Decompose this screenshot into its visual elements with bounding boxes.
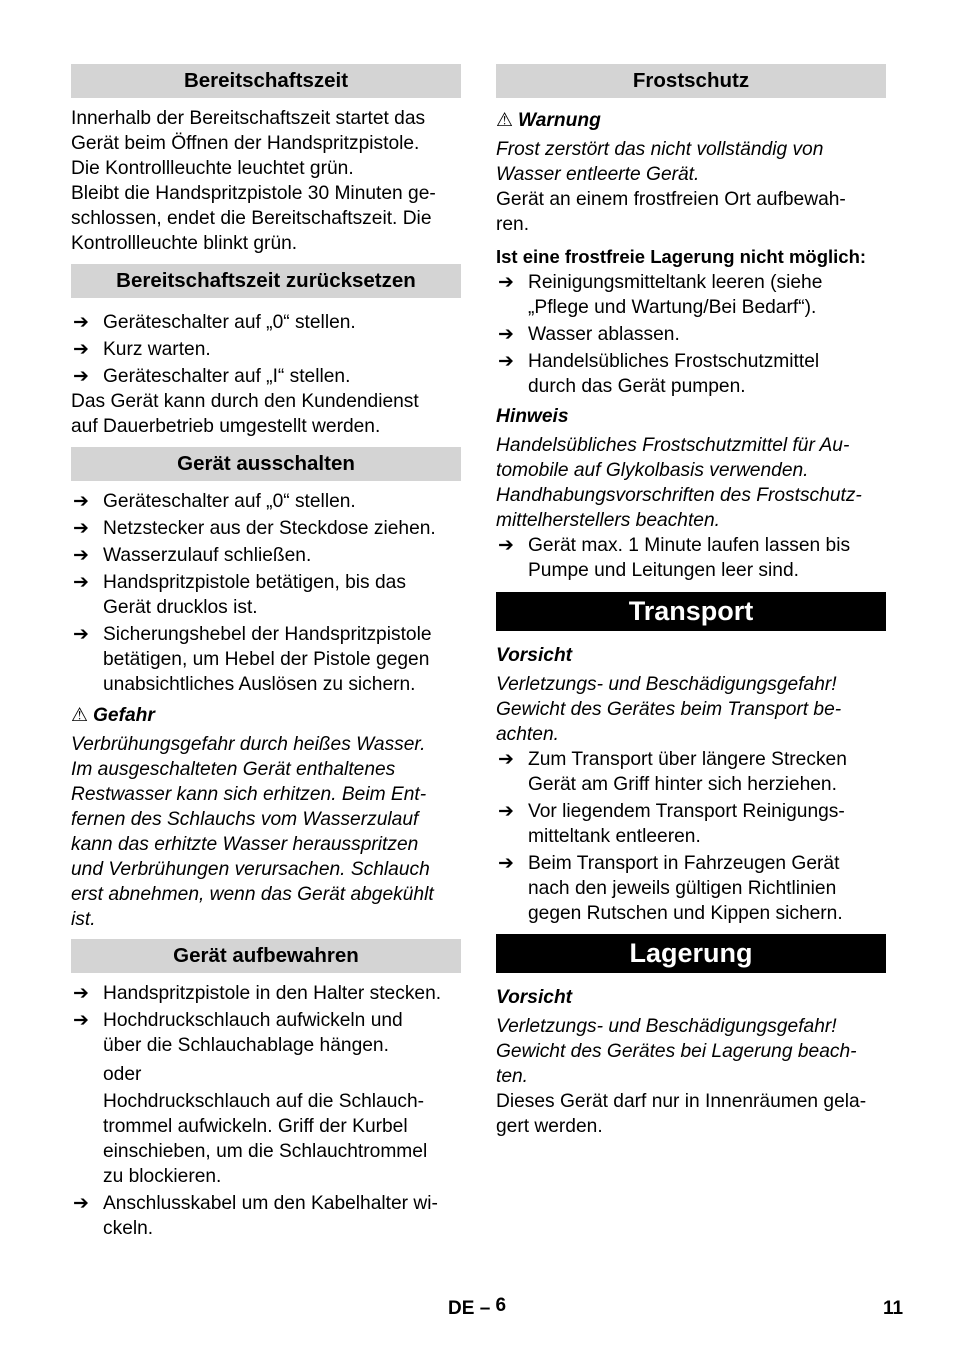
- arrow-right-icon: ➔: [498, 535, 514, 556]
- footer-section-page: 6: [495, 1295, 507, 1316]
- warning-triangle-icon: ⚠: [71, 705, 89, 726]
- bullet-list: [71, 1191, 461, 1241]
- list-item: ➔ Netzstecker aus der Steckdose ziehen.: [73, 518, 436, 539]
- arrow-right-icon: ➔: [498, 324, 514, 345]
- section-heading: Gerät aufbewahren: [71, 939, 461, 973]
- warning-text: Frost zerstört das nicht vollständig von Wasser entleerte Gerät.: [496, 139, 824, 185]
- arrow-right-icon: ➔: [73, 518, 89, 539]
- list-item: ➔ Wasserzulauf schließen.: [73, 545, 312, 566]
- caution-label: Vorsicht: [496, 987, 573, 1008]
- list-item: ➔ Sicherungshebel der Handspritzpistole betätigen, um Hebel der Pistole gegen unabsichtliches Auslösen zu sichern.: [73, 624, 432, 695]
- list-item: ➔ Wasser ablassen.: [498, 324, 680, 345]
- arrow-right-icon: ➔: [73, 366, 89, 387]
- section-heading: Frostschutz: [496, 64, 886, 98]
- paragraph: Dieses Gerät darf nur in Innenräumen gela- gert werden.: [496, 1091, 867, 1137]
- arrow-right-icon: ➔: [498, 801, 514, 822]
- list-item: ➔ Gerät max. 1 Minute laufen lassen bis Pumpe und Leitungen leer sind.: [498, 535, 851, 581]
- footer-language: DE: [448, 1298, 475, 1319]
- left-column: [71, 64, 461, 1241]
- list-item: ➔ Handspritzpistole in den Halter stecken.: [73, 983, 442, 1004]
- arrow-right-icon: ➔: [73, 491, 89, 512]
- list-item: ➔ Geräteschalter auf „0“ stellen.: [73, 312, 356, 333]
- arrow-right-icon: ➔: [73, 983, 89, 1004]
- paragraph: Gerät an einem frostfreien Ort aufbewah- ren.: [496, 189, 846, 235]
- section-heading: Bereitschaftszeit zurücksetzen: [71, 264, 461, 298]
- chapter-heading: Transport: [496, 592, 886, 631]
- bullet-list: [71, 489, 461, 697]
- list-item: ➔ Anschlusskabel um den Kabelhalter wi- ckeln.: [73, 1193, 438, 1239]
- list-item: ➔ Reinigungsmitteltank leeren (siehe „Pflege und Wartung/Bei Bedarf“).: [498, 272, 823, 318]
- page-number: 11: [883, 1298, 904, 1319]
- sub-paragraph: Hochdruckschlauch auf die Schlauch- trommel aufwickeln. Griff der Kurbel einschieben, um die Schlauchtrommel zu blockieren.: [103, 1091, 428, 1187]
- list-item: ➔ Handspritzpistole betätigen, bis das Gerät drucklos ist.: [73, 572, 406, 618]
- arrow-right-icon: ➔: [498, 853, 514, 874]
- list-item: ➔ Zum Transport über längere Strecken Gerät am Griff hinter sich herziehen.: [498, 749, 847, 795]
- arrow-right-icon: ➔: [498, 272, 514, 293]
- arrow-right-icon: ➔: [73, 1010, 89, 1031]
- danger-label: ⚠ Gefahr: [71, 705, 155, 726]
- list-item: ➔ Beim Transport in Fahrzeugen Gerät nach den jeweils gültigen Richtlinien gegen Rutschen und Kippen sichern.: [498, 853, 843, 924]
- list-item: ➔ Geräteschalter auf „I“ stellen.: [73, 366, 351, 387]
- paragraph: Innerhalb der Bereitschaftszeit startet das Gerät beim Öffnen der Handspritzpistole. Die Kontrollleuchte leuchtet grün. Bleibt die Handspritzpistole 30 Minuten ge- schlossen, endet die Bereitschaftszeit. Die Kontrollleuchte blinkt grün.: [71, 108, 436, 254]
- note-label: Hinweis: [496, 406, 569, 427]
- right-column: [496, 64, 886, 1139]
- section-heading: Bereitschaftszeit: [71, 64, 461, 98]
- arrow-right-icon: ➔: [73, 1193, 89, 1214]
- footer-dash: –: [479, 1298, 491, 1319]
- warning-label: ⚠ Warnung: [496, 110, 601, 131]
- paragraph: Das Gerät kann durch den Kundendienst auf Dauerbetrieb umgestellt werden.: [71, 391, 419, 437]
- list-item: ➔ Geräteschalter auf „0“ stellen.: [73, 491, 356, 512]
- arrow-right-icon: ➔: [498, 351, 514, 372]
- bullet-list: [71, 310, 461, 389]
- danger-text: Verbrühungsgefahr durch heißes Wasser. Im ausgeschalteten Gerät enthaltenes Restwasser kann sich erhitzen. Beim Ent- fernen des Schlauchs vom Wasserzulauf kann das erhitzte Wasser herausspritzen und Verbrühungen verursachen. Schlauch erst abnehmen, wenn das Gerät abgekühlt ist.: [71, 734, 434, 930]
- bullet-list: [496, 747, 886, 926]
- bullet-list: [496, 270, 886, 399]
- chapter-heading: Lagerung: [496, 934, 886, 973]
- warning-triangle-icon: ⚠: [496, 110, 514, 131]
- footer-section-label: [448, 1295, 507, 1320]
- arrow-right-icon: ➔: [73, 339, 89, 360]
- list-item: ➔ Vor liegendem Transport Reinigungs- mitteltank entleeren.: [498, 801, 845, 847]
- note-text: Handelsübliches Frostschutzmittel für Au- tomobile auf Glykolbasis verwenden. Handhabungsvorschriften des Frostschutz- mittelherstellers beachten.: [496, 435, 862, 531]
- caution-text: Verletzungs- und Beschädigungsgefahr! Gewicht des Gerätes beim Transport be- achten.: [496, 674, 842, 745]
- arrow-right-icon: ➔: [73, 624, 89, 645]
- arrow-right-icon: ➔: [73, 545, 89, 566]
- list-item: ➔ Hochdruckschlauch aufwickeln und über die Schlauchablage hängen.: [73, 1010, 403, 1056]
- caution-text: Verletzungs- und Beschädigungsgefahr! Gewicht des Gerätes bei Lagerung beach- ten.: [496, 1016, 857, 1087]
- arrow-right-icon: ➔: [73, 572, 89, 593]
- oder-text: oder: [103, 1064, 142, 1085]
- subheading: Ist eine frostfreie Lagerung nicht möglich:: [496, 246, 867, 267]
- arrow-right-icon: ➔: [73, 312, 89, 333]
- bullet-list: [496, 533, 886, 583]
- arrow-right-icon: ➔: [498, 749, 514, 770]
- caution-label: Vorsicht: [496, 645, 573, 666]
- bullet-list: [71, 981, 461, 1058]
- list-item: ➔ Kurz warten.: [73, 339, 211, 360]
- list-item: ➔ Handelsübliches Frostschutzmittel durch das Gerät pumpen.: [498, 351, 820, 397]
- section-heading: Gerät ausschalten: [71, 447, 461, 481]
